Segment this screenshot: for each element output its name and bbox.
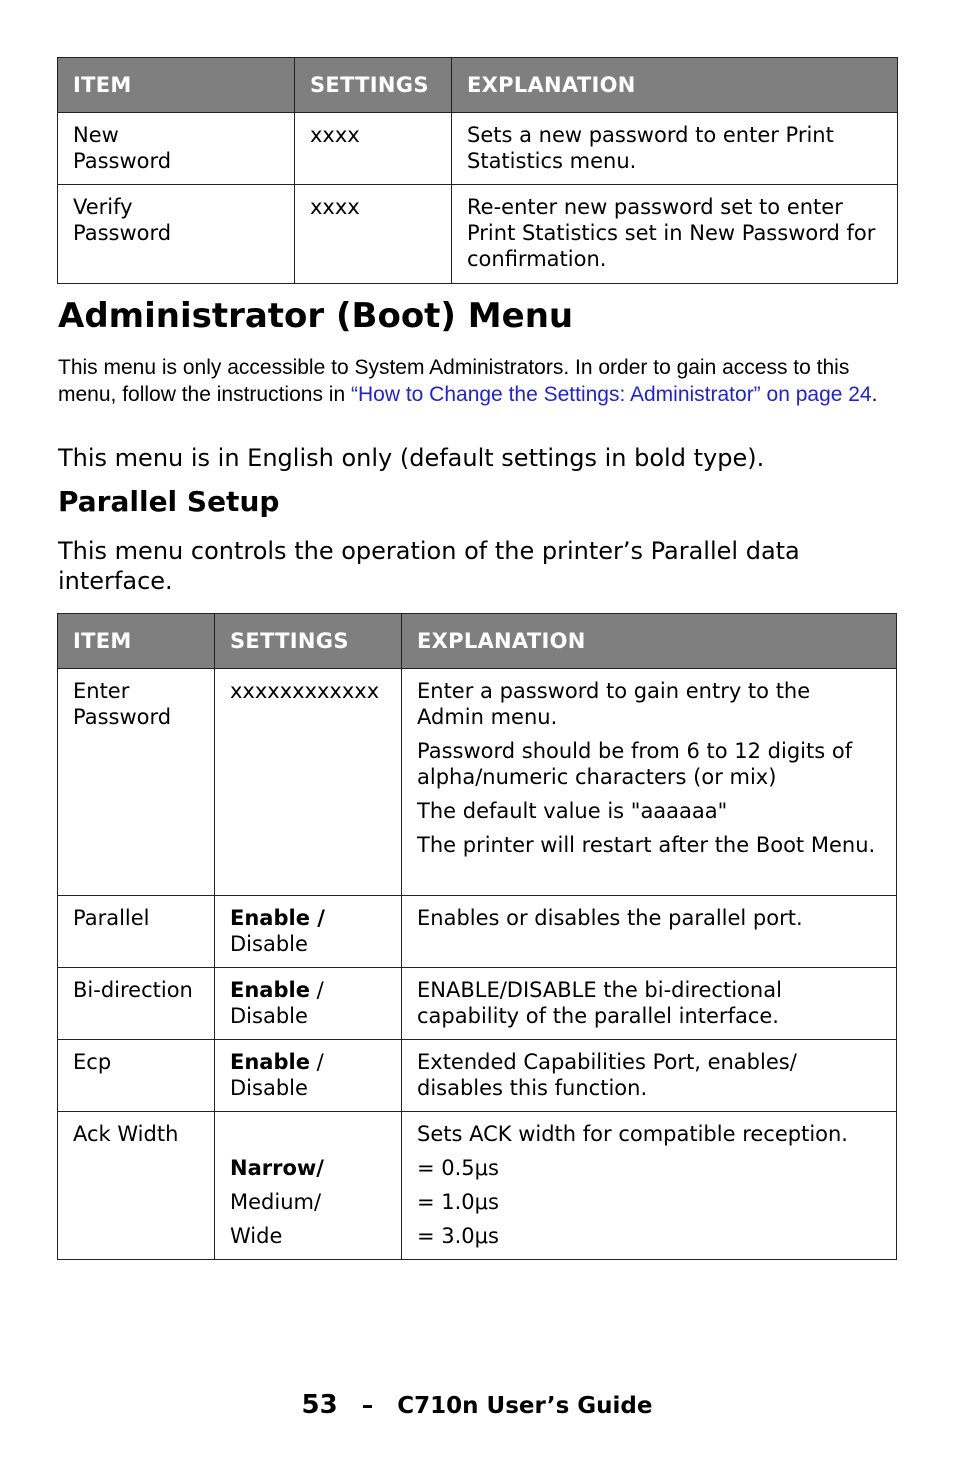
explanation-line: = 1.0μs [417,1190,499,1214]
table-row [58,1112,897,1260]
table-row [58,896,897,968]
settings-spacer [230,1121,386,1147]
item-cell: Enter Password [58,669,215,896]
settings-cell: xxxxxxxxxxxx [215,669,402,896]
explanation-cell: Re-enter new password set to enter Print Statistics set in New Password for confirmation. [452,185,898,284]
settings-cell: xxxx [295,113,452,185]
table-row [58,113,898,185]
item-cell: Verify Password [58,185,295,284]
other-setting: Disable [230,932,308,956]
page-footer [0,1390,954,1420]
table-row [58,968,897,1040]
intro-period: . [871,382,878,406]
column-header-item: ITEM [58,58,295,113]
explanation-cell [402,669,897,896]
table-header-row [58,58,898,113]
default-setting: Enable [230,978,310,1002]
item-cell: Bi-direction [58,968,215,1040]
section-heading: Administrator (Boot) Menu [58,296,574,336]
column-header-explanation: EXPLANATION [452,58,898,113]
other-setting: / Disable [230,1050,324,1100]
intro-paragraph [58,355,908,408]
default-setting: Enable / [230,906,325,930]
column-header-explanation: EXPLANATION [402,614,897,669]
explanation-line: = 0.5μs [417,1156,499,1180]
table-header-row [58,614,897,669]
explanation-line: = 3.0μs [417,1224,499,1248]
explanation-line: Sets ACK width for compatible reception. [417,1122,848,1146]
other-setting: Medium/ [230,1190,322,1214]
explanation-cell: Sets a new password to enter Print Statistics menu. [452,113,898,185]
password-settings-table [57,57,898,284]
guide-title: C710n User’s Guide [397,1393,653,1419]
item-cell: Ack Width [58,1112,215,1260]
settings-cell [215,1040,402,1112]
item-cell: Ecp [58,1040,215,1112]
explanation-line: Password should be from 6 to 12 digits of alpha/numeric characters (or mix) [417,739,853,789]
column-header-settings: SETTINGS [215,614,402,669]
explanation-cell [402,1112,897,1260]
item-cell: New Password [58,113,295,185]
other-setting: / Disable [230,978,324,1028]
explanation-cell: ENABLE/DISABLE the bi-directional capability of the parallel interface. [402,968,897,1040]
table-row [58,1040,897,1112]
page-reference-link[interactable]: “How to Change the Settings: Administrator” on page 24 [350,382,872,406]
table-row [58,185,898,284]
explanation-line: Enter a password to gain entry to the Admin menu. [417,679,811,729]
default-setting: Enable [230,1050,310,1074]
explanation-line: The default value is "aaaaaa" [417,799,728,823]
footer-separator: – [361,1393,374,1419]
column-header-item: ITEM [58,614,215,669]
explanation-cell: Extended Capabilities Port, enables/ disables this function. [402,1040,897,1112]
language-note: This menu is in English only (default settings in bold type). [58,444,765,472]
settings-cell [215,968,402,1040]
intro-text: This menu is only accessible to System Administrators. In order to gain access to this menu, follow the instructions in [58,356,850,406]
subsection-description: This menu controls the operation of the printer’s Parallel data interface. [58,537,800,595]
page-number: 53 [301,1390,338,1420]
settings-cell [215,1112,402,1260]
table-row [58,669,897,896]
parallel-setup-table [57,613,897,1260]
explanation-line: The printer will restart after the Boot Menu. [417,833,876,857]
settings-cell: xxxx [295,185,452,284]
other-setting: Wide [230,1224,283,1248]
item-cell: Parallel [58,896,215,968]
subsection-heading: Parallel Setup [58,485,280,518]
settings-cell [215,896,402,968]
default-setting: Narrow/ [230,1156,324,1180]
column-header-settings: SETTINGS [295,58,452,113]
explanation-cell: Enables or disables the parallel port. [402,896,897,968]
